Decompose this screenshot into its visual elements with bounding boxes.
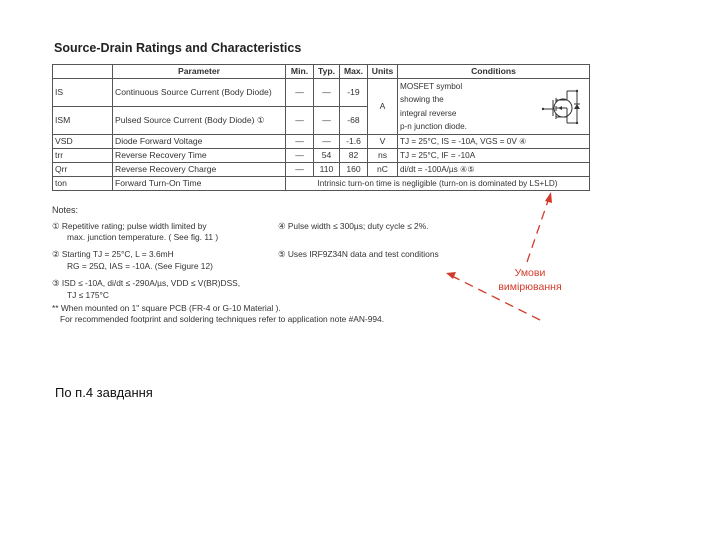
- note-item: ④ Pulse width ≤ 300µs; duty cycle ≤ 2%.: [278, 221, 429, 231]
- row-symbol: ton: [53, 177, 113, 191]
- row-max: -1.6: [340, 135, 368, 149]
- row-symbol: IS: [53, 79, 113, 107]
- row-typ: —: [314, 79, 340, 107]
- row-units: A: [368, 79, 398, 135]
- arrow-up-head-icon: [545, 192, 552, 203]
- notes-heading: Notes:: [52, 205, 79, 215]
- row-min: —: [286, 79, 314, 107]
- note-item: ② Starting TJ = 25°C, L = 3.6mH: [52, 249, 174, 259]
- row-units: nC: [368, 163, 398, 177]
- row-symbol: trr: [53, 149, 113, 163]
- row-min: —: [286, 107, 314, 135]
- condition-line: showing the: [400, 95, 444, 104]
- note-item: RG = 25Ω, IAS = -10A. (See Figure 12): [67, 261, 213, 271]
- header-parameter: Parameter: [113, 65, 286, 79]
- row-max: 82: [340, 149, 368, 163]
- row-parameter: Reverse Recovery Time: [113, 149, 286, 163]
- task-note: По п.4 завдання: [55, 385, 153, 400]
- row-typ: —: [314, 135, 340, 149]
- row-symbol: ISM: [53, 107, 113, 135]
- row-parameter: Forward Turn-On Time: [113, 177, 286, 191]
- header-max: Max.: [340, 65, 368, 79]
- annotation-label-line: Умови: [514, 267, 546, 279]
- row-symbol: Qrr: [53, 163, 113, 177]
- row-conditions: Intrinsic turn-on time is negligible (turn-on is dominated by LS+LD): [286, 177, 590, 191]
- row-parameter: Continuous Source Current (Body Diode): [113, 79, 286, 107]
- row-typ: 110: [314, 163, 340, 177]
- row-units: V: [368, 135, 398, 149]
- note-item: ⑤ Uses IRF9Z34N data and test conditions: [278, 249, 439, 259]
- condition-line: p-n junction diode.: [400, 122, 467, 131]
- header-conditions: Conditions: [398, 65, 590, 79]
- annotation-label: [484, 266, 576, 294]
- condition-line: integral reverse: [400, 108, 457, 118]
- note-item: ① Repetitive rating; pulse width limited by: [52, 221, 207, 231]
- row-typ: —: [314, 107, 340, 135]
- note-item: TJ ≤ 175°C: [67, 290, 109, 300]
- condition-line: MOSFET symbol: [400, 81, 463, 91]
- row-units: ns: [368, 149, 398, 163]
- row-max: -68: [340, 107, 368, 135]
- row-conditions: TJ = 25°C, IF = -10A: [398, 149, 590, 163]
- row-parameter: Diode Forward Voltage: [113, 135, 286, 149]
- row-symbol: VSD: [53, 135, 113, 149]
- row-conditions: TJ = 25°C, IS = -10A, VGS = 0V ④: [398, 135, 590, 149]
- header-typ: Typ.: [314, 65, 340, 79]
- row-min: —: [286, 149, 314, 163]
- row-max: 160: [340, 163, 368, 177]
- row-conditions: di/dt = -100A/µs ④⑤: [398, 163, 590, 177]
- row-typ: 54: [314, 149, 340, 163]
- row-min: —: [286, 163, 314, 177]
- header-units: Units: [368, 65, 398, 79]
- arrow-up-dashed: [527, 198, 549, 262]
- note-item: ** When mounted on 1" square PCB (FR-4 or G-10 Material ).: [52, 303, 281, 313]
- annotation-label-line: вимірювання: [498, 281, 562, 293]
- row-parameter: Pulsed Source Current (Body Diode) ①: [113, 107, 286, 135]
- note-item: max. junction temperature. ( See fig. 11 ): [67, 232, 219, 242]
- header-min: Min.: [286, 65, 314, 79]
- note-item: ③ ISD ≤ -10A, di/dt ≤ -290A/µs, VDD ≤ V(BR)DSS,: [52, 278, 241, 288]
- document-title: Source-Drain Ratings and Characteristics: [54, 41, 302, 55]
- row-parameter: Reverse Recovery Charge: [113, 163, 286, 177]
- row-max: -19: [340, 79, 368, 107]
- row-min: —: [286, 135, 314, 149]
- note-item: For recommended footprint and soldering techniques refer to application note #AN-994.: [60, 314, 385, 324]
